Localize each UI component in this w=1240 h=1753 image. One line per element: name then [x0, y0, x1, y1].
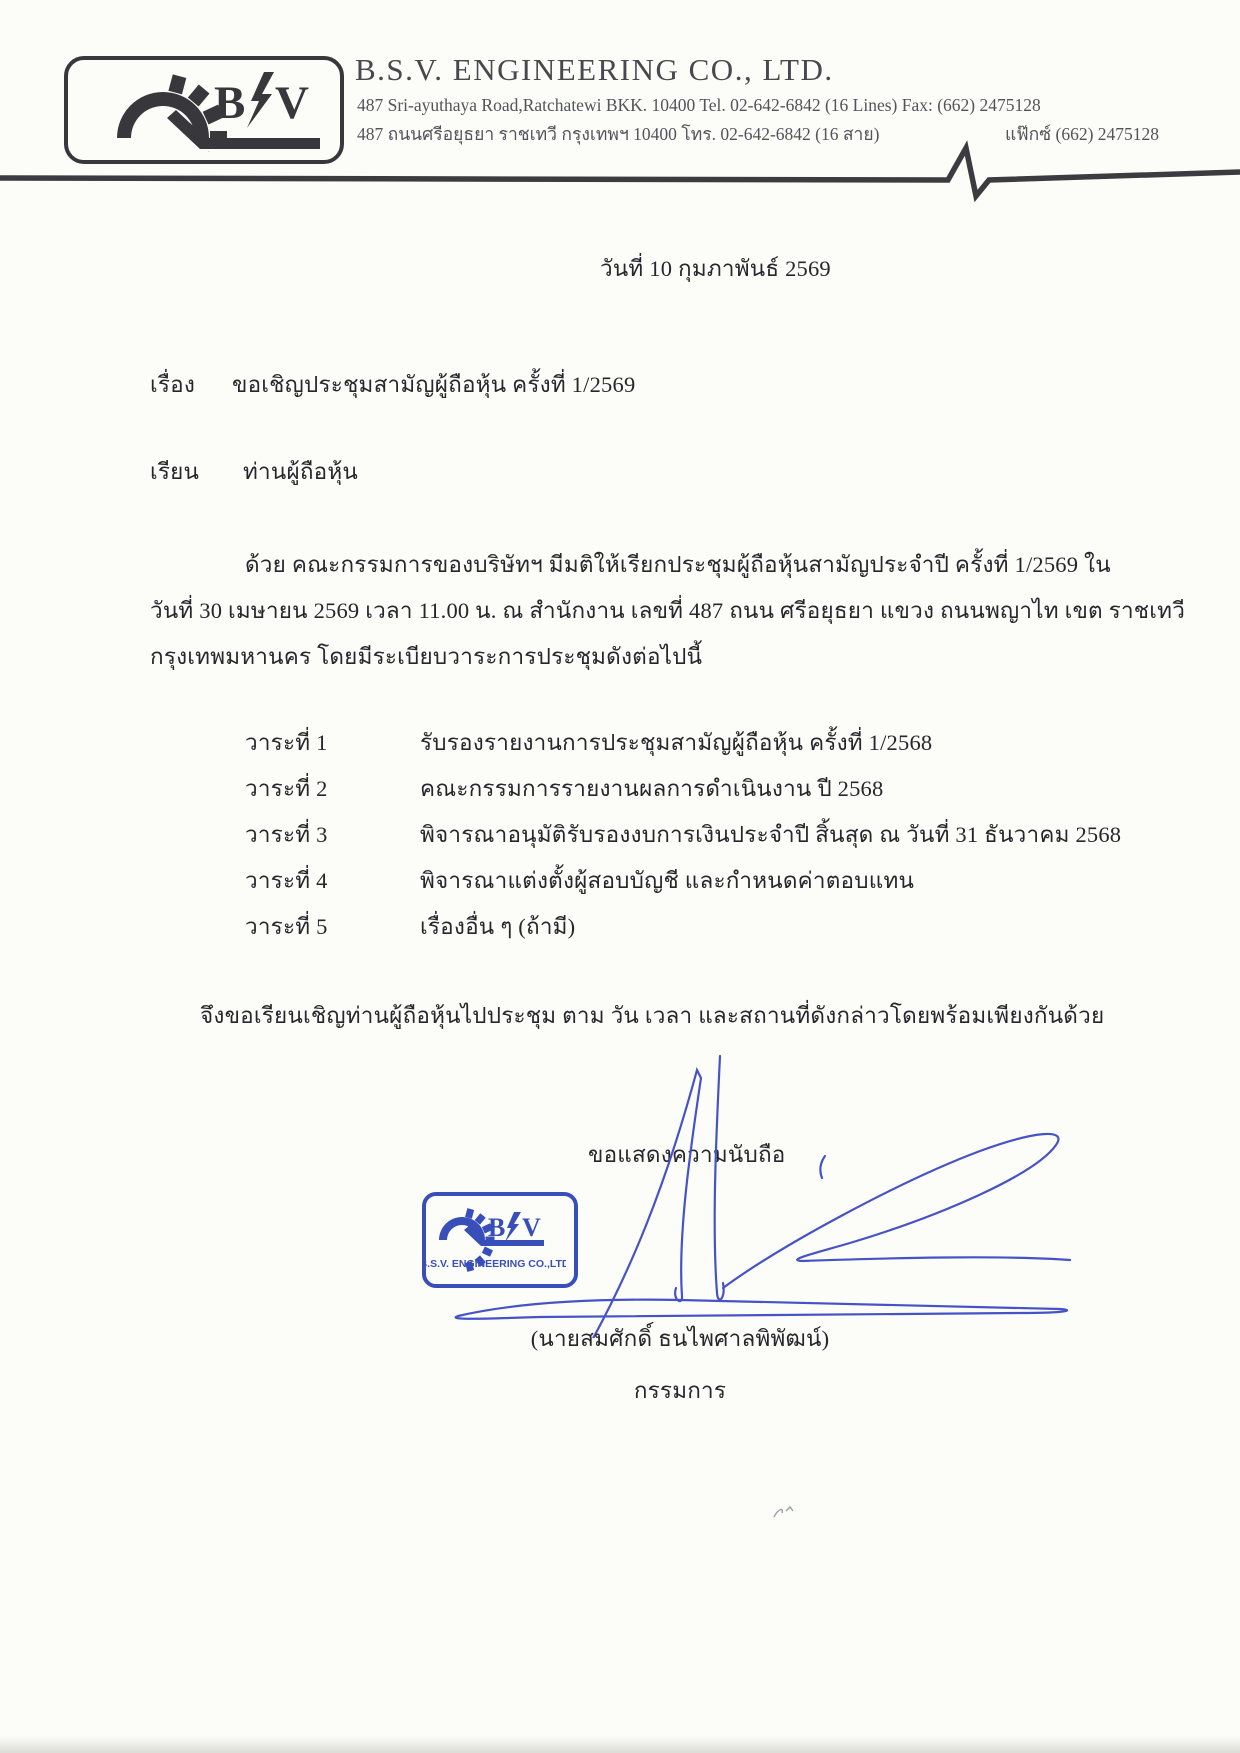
signer-title: กรรมการ: [633, 1378, 727, 1403]
company-fax-th: แฟ๊กซ์ (662) 2475128: [1005, 124, 1160, 144]
handwritten-signature: [420, 1048, 1120, 1338]
salutation-text: ท่านผู้ถือหุ้น: [243, 459, 358, 484]
agenda-item-text: เรื่องอื่น ๆ (ถ้ามี): [420, 914, 576, 939]
gear-logo-icon: [68, 60, 332, 152]
subject-text: ขอเชิญประชุมสามัญผู้ถือหุ้น ครั้งที่ 1/2569: [232, 372, 636, 397]
salutation-label: เรียน: [150, 459, 200, 484]
stamp-company-name: B.S.V. ENGINEERING CO.,LTD.: [426, 1258, 566, 1270]
company-address-th: 487 ถนนศรีอยุธยา ราชเทวี กรุงเทพฯ 10400 โทร. 02-642-6842 (16 สาย): [357, 124, 880, 144]
agenda-item-text: พิจารณาอนุมัติรับรองงบการเงินประจำปี สิ้นสุด ณ วันที่ 31 ธันวาคม 2568: [420, 822, 1122, 847]
agenda-item-text: คณะกรรมการรายงานผลการดำเนินงาน ปี 2568: [420, 776, 884, 801]
agenda-item-label: วาระที่ 4: [245, 868, 328, 893]
closing-line: จึงขอเรียนเชิญท่านผู้ถือหุ้นไปประชุม ตาม วัน เวลา และสถานที่ดังกล่าวโดยพร้อมเพียงกันด้วย: [200, 1003, 1105, 1028]
agenda-item-text: พิจารณาแต่งตั้งผู้สอบบัญชี และกำหนดค่าตอบแทน: [420, 868, 915, 893]
body-line: วันที่ 30 เมษายน 2569 เวลา 11.00 น. ณ สำนักงาน เลขที่ 487 ถนน ศรีอยุธยา แขวง ถนนพญาไท เขต ราชเทวี: [150, 598, 1186, 623]
logo-letter-v: V: [275, 77, 309, 129]
agenda-item-label: วาระที่ 1: [245, 730, 328, 755]
subject-label: เรื่อง: [150, 372, 196, 397]
body-line: กรุงเทพมหานคร โดยมีระเบียบวาระการประชุมดังต่อไปนี้: [150, 644, 703, 669]
letter-date: วันที่ 10 กุมภาพันธ์ 2569: [600, 256, 831, 281]
stamp-letter-b: B: [488, 1213, 506, 1242]
logo-letter-b: B: [214, 77, 246, 129]
agenda-item-text: รับรองรายงานการประชุมสามัญผู้ถือหุ้น ครั้งที่ 1/2568: [420, 730, 933, 755]
stamp-letter-v: V: [522, 1213, 541, 1242]
body-line: ด้วย คณะกรรมการของบริษัทฯ มีมติให้เรียกประชุมผู้ถือหุ้นสามัญประจำปี ครั้งที่ 1/2569 ใน: [245, 552, 1111, 577]
company-address-en: 487 Sri-ayuthaya Road,Ratchatewi BKK. 10400 Tel. 02-642-6842 (16 Lines) Fax: (662) 2475128: [357, 95, 1041, 115]
company-name: B.S.V. ENGINEERING CO., LTD.: [355, 52, 834, 87]
signer-name: (นายสมศักดิ์ ธนไพศาลพิพัฒน์): [530, 1326, 830, 1351]
scan-edge-shadow: [0, 1736, 1240, 1753]
agenda-item-label: วาระที่ 2: [245, 776, 328, 801]
scan-smudge-mark: [770, 1503, 796, 1523]
agenda-item-label: วาระที่ 3: [245, 822, 328, 847]
agenda-item-label: วาระที่ 5: [245, 914, 328, 939]
header-rule-zigzag: [0, 140, 1240, 210]
sign-off: ขอแสดงความนับถือ: [588, 1142, 786, 1167]
lightning-bolt-icon: [247, 72, 274, 128]
